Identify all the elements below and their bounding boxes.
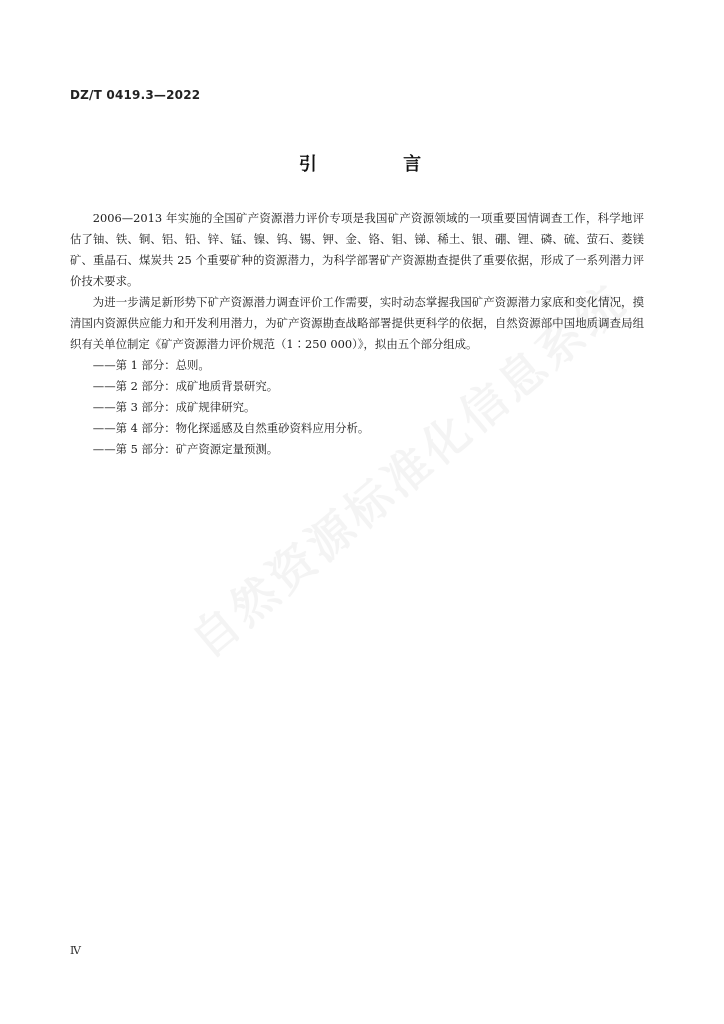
- page-number: Ⅳ: [70, 944, 81, 957]
- standard-code: DZ/T 0419.3—2022: [70, 88, 201, 102]
- intro-paragraph-2: 为进一步满足新形势下矿产资源潜力调查评价工作需要，实时动态掌握我国矿产资源潜力家底和变化情况，摸清国内资源供应能力和开发利用潜力，为矿产资源勘查战略部署提供更科学的依据，自然资源部中国地质调查局组织有关单位制定《矿产资源潜力评价规范（1∶250 000）》，拟由五个部分组成。: [70, 295, 644, 351]
- part-list-item-1: ——第 1 部分：总则。: [92, 358, 210, 372]
- intro-paragraph-1: 2006—2013 年实施的全国矿产资源潜力评价专项是我国矿产资源领域的一项重要国情调查工作，科学地评估了铀、铁、铜、铝、铅、锌、锰、镍、钨、锡、钾、金、铬、钼、锑、稀土、银、硼、锂、磷、硫、萤石、菱镁矿、重晶石、煤炭共 25 个重要矿种的资源潜力，为科学部署矿产资源勘查提供了重要依据，形成了一系列潜力评价技术要求。: [70, 211, 644, 288]
- page-title: 引 言: [298, 154, 462, 175]
- document-body: [70, 208, 644, 460]
- part-list-item-4: ——第 4 部分：物化探遥感及自然重砂资料应用分析。: [92, 421, 370, 435]
- part-list-item-2: ——第 2 部分：成矿地质背景研究。: [92, 379, 279, 393]
- part-list-item-5: ——第 5 部分：矿产资源定量预测。: [92, 442, 279, 456]
- part-list-item-3: ——第 3 部分：成矿规律研究。: [92, 400, 256, 414]
